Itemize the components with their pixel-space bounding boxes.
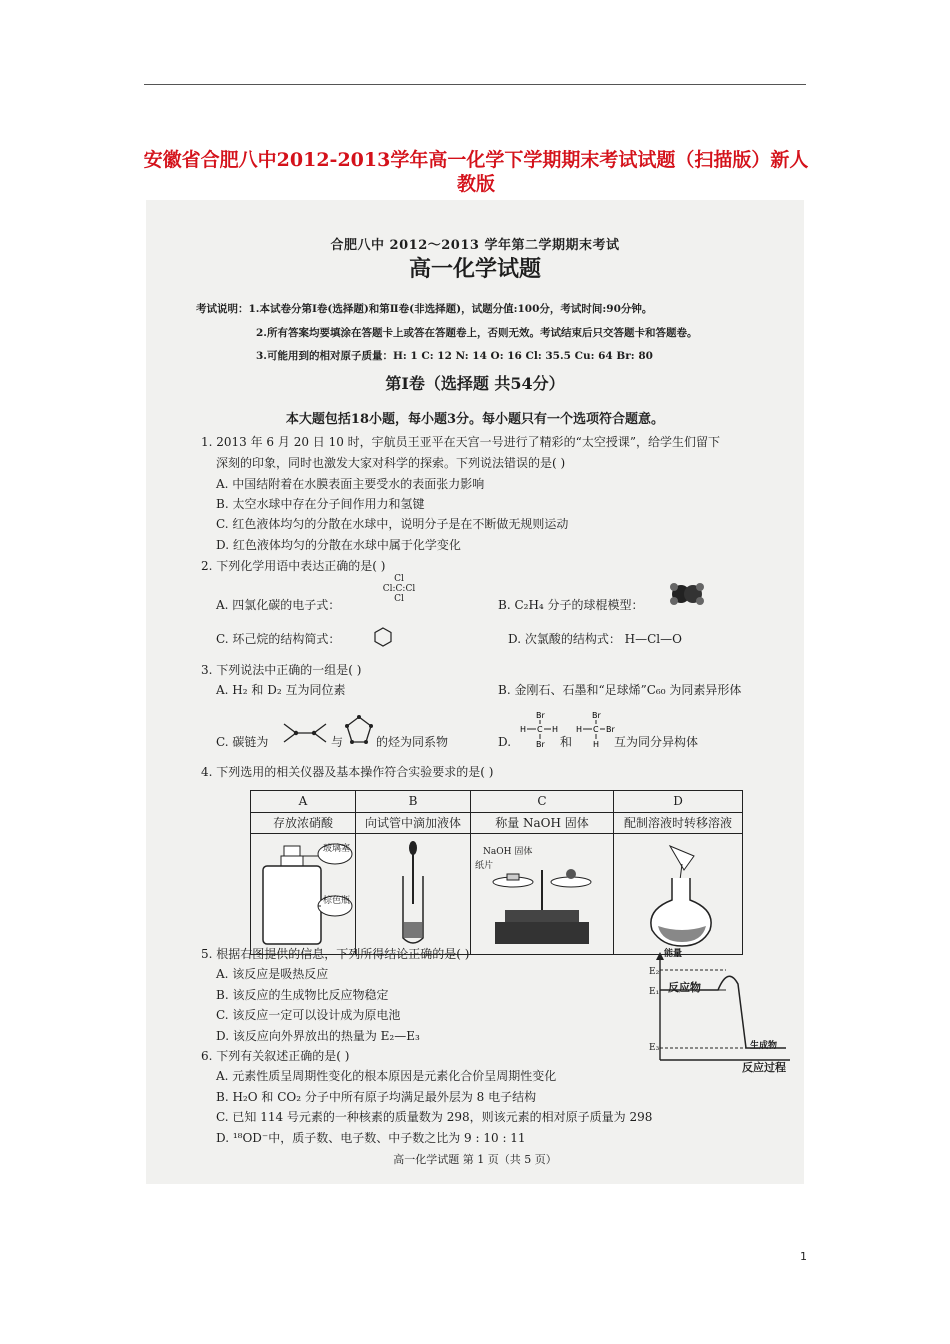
q6-stem: 6. 下列有关叙述正确的是( ) — [201, 1049, 350, 1063]
label-paper: 纸片 — [475, 861, 494, 871]
section-title: 第Ⅰ卷（选择题 共54分） — [385, 374, 565, 393]
svg-text:H: H — [576, 725, 583, 734]
q5-stem: 5. 根据右图提供的信息，下列所得结论正确的是( ) — [201, 947, 470, 961]
label-glass-stopper: 玻璃塞 — [323, 844, 351, 854]
q3-option-c-prefix: C. 碳链为 — [216, 735, 269, 749]
dropper-test-tube-illustration — [356, 834, 470, 952]
graph-e2-label: E₂ — [649, 967, 660, 977]
q1-option-a: A. 中国结附着在水膜表面主要受水的表面张力影响 — [216, 477, 485, 491]
graph-e1-label: E₁ — [649, 987, 660, 997]
svg-text:H: H — [520, 725, 527, 734]
dibromomethane-structure-2 — [574, 710, 616, 750]
ccl4-electron-formula: Cl Cl:C:Cl Cl — [382, 574, 416, 604]
q1-stem-2: 深刻的印象，同时也激发大家对科学的探索。下列说法错误的是( ) — [216, 456, 566, 470]
q4-caption-b: 向试管中滴加液体 — [356, 812, 471, 834]
q4-apparatus-table — [250, 790, 743, 955]
q5-option-a: A. 该反应是吸热反应 — [216, 967, 329, 981]
q3-option-a: A. H₂ 和 D₂ 互为同位素 — [216, 683, 346, 697]
q3-option-d-and: 和 — [560, 735, 573, 749]
q3-stem: 3. 下列说法中正确的一组是( ) — [201, 663, 362, 677]
q4-header-d: D — [614, 791, 743, 813]
q5-option-b: B. 该反应的生成物比反应物稳定 — [216, 988, 389, 1002]
subject-title: 高一化学试题 — [408, 257, 541, 282]
q2-option-c: C. 环己烷的结构简式： — [216, 632, 341, 646]
document-title: 安徽省合肥八中2012-2013学年高一化学下学期期末考试试题（扫描版）新人教版 — [143, 149, 809, 195]
q2-option-d: D. 次氯酸的结构式： H—Cl—O — [508, 632, 682, 646]
q1-stem-1: 1. 2013 年 6 月 20 日 10 时，宇航员王亚平在天宫一号进行了精彩的“太空授课”，给学生们留下 — [201, 435, 720, 449]
graph-product-label: 生成物 — [750, 1041, 778, 1051]
label-brown-bottle: 棕色瓶 — [323, 896, 351, 906]
q3-option-d-prefix: D. — [498, 735, 512, 749]
q4-figure-d — [614, 834, 743, 955]
svg-text:Br: Br — [606, 725, 615, 734]
q4-header-b: B — [356, 791, 471, 813]
graph-y-label: 能量 — [664, 949, 683, 959]
q1-option-b: B. 太空水球中存在分子间作用力和氢键 — [216, 497, 425, 511]
q2-option-b: B. C₂H₄ 分子的球棍模型： — [498, 598, 644, 612]
svg-text:Br: Br — [536, 711, 545, 720]
svg-text:Br: Br — [592, 711, 601, 720]
q5-option-d: D. 该反应向外界放出的热量为 E₂—E₃ — [216, 1029, 420, 1043]
exam-note-2: 2.所有答案均要填涂在答题卡上或答在答题卷上，否则无效。考试结束后只交答题卡和答题卷。 — [256, 327, 698, 339]
svg-text:Br: Br — [536, 740, 545, 749]
q4-caption-d: 配制溶液时转移溶液 — [614, 812, 743, 834]
graph-reactant-label: 反应物 — [668, 981, 701, 994]
page-number: 1 — [800, 1250, 807, 1263]
q3-option-c-with: 与 — [331, 735, 344, 749]
exam-note-1: 考试说明：1.本试卷分第Ⅰ卷(选择题)和第Ⅱ卷(非选择题)，试题分值:100分，考试时间:90分钟。 — [196, 303, 653, 315]
energy-profile-graph — [646, 948, 796, 1076]
ethylene-ball-stick-model — [669, 582, 705, 606]
cyclohexane-hexagon — [372, 626, 394, 648]
q3-option-b: B. 金刚石、石墨和“足球烯”C₆₀ 为同素异形体 — [498, 683, 742, 697]
scan-page-footer: 高一化学试题 第 1 页（共 5 页） — [393, 1153, 557, 1166]
graph-x-label: 反应过程 — [742, 1061, 786, 1074]
svg-text:C: C — [537, 725, 543, 734]
q3-option-c-suffix: 的烃为同系物 — [376, 735, 449, 749]
volumetric-flask-illustration — [614, 834, 742, 952]
q4-header-a: A — [251, 791, 356, 813]
q4-caption-c: 称量 NaOH 固体 — [471, 812, 614, 834]
q6-option-c: C. 已知 114 号元素的一种核素的质量数为 298，则该元素的相对原子质量为 298 — [216, 1110, 653, 1124]
svg-text:C: C — [593, 725, 599, 734]
q1-option-d: D. 红色液体均匀的分散在水球中属于化学变化 — [216, 538, 461, 552]
q4-figure-c — [471, 834, 614, 955]
scanned-exam-page — [146, 200, 804, 1184]
q2-option-a: A. 四氯化碳的电子式： — [216, 598, 341, 612]
exam-note-3: 3.可能用到的相对原子质量：H: 1 C: 12 N: 14 O: 16 Cl: 35.5 Cu: 64 Br: 80 — [256, 350, 653, 362]
q4-figure-b — [356, 834, 471, 955]
q6-option-a: A. 元素性质呈周期性变化的根本原因是元素化合价呈周期性变化 — [216, 1069, 557, 1083]
dibromomethane-structure-1 — [518, 710, 560, 750]
q6-option-d: D. ¹⁸OD⁻中，质子数、电子数、中子数之比为 9 : 10 : 11 — [216, 1131, 526, 1145]
q5-option-c: C. 该反应一定可以设计成为原电池 — [216, 1008, 401, 1022]
section-intro: 本大题包括18小题，每小题3分。每小题只有一个选项符合题意。 — [285, 412, 665, 427]
carbon-chain-structure-2 — [344, 714, 374, 746]
q4-figure-a — [251, 834, 356, 955]
q6-option-b: B. H₂O 和 CO₂ 分子中所有原子均满足最外层为 8 电子结构 — [216, 1090, 537, 1104]
q4-caption-a: 存放浓硝酸 — [251, 812, 356, 834]
q3-option-d-suffix: 互为同分异构体 — [614, 735, 699, 749]
q2-stem: 2. 下列化学用语中表达正确的是( ) — [201, 559, 386, 573]
q4-header-c: C — [471, 791, 614, 813]
carbon-chain-structure-1 — [282, 720, 328, 746]
header-rule — [144, 84, 806, 85]
q1-option-c: C. 红色液体均匀的分散在水球中，说明分子是在不断做无规则运动 — [216, 517, 569, 531]
label-naoh-solid: NaOH 固体 — [483, 847, 533, 857]
graph-e3-label: E₃ — [649, 1043, 660, 1053]
school-line: 合肥八中 2012～2013 学年第二学期期末考试 — [330, 238, 620, 253]
q4-stem: 4. 下列选用的相关仪器及基本操作符合实验要求的是( ) — [201, 765, 494, 779]
svg-text:H: H — [593, 740, 600, 749]
svg-text:H: H — [552, 725, 559, 734]
